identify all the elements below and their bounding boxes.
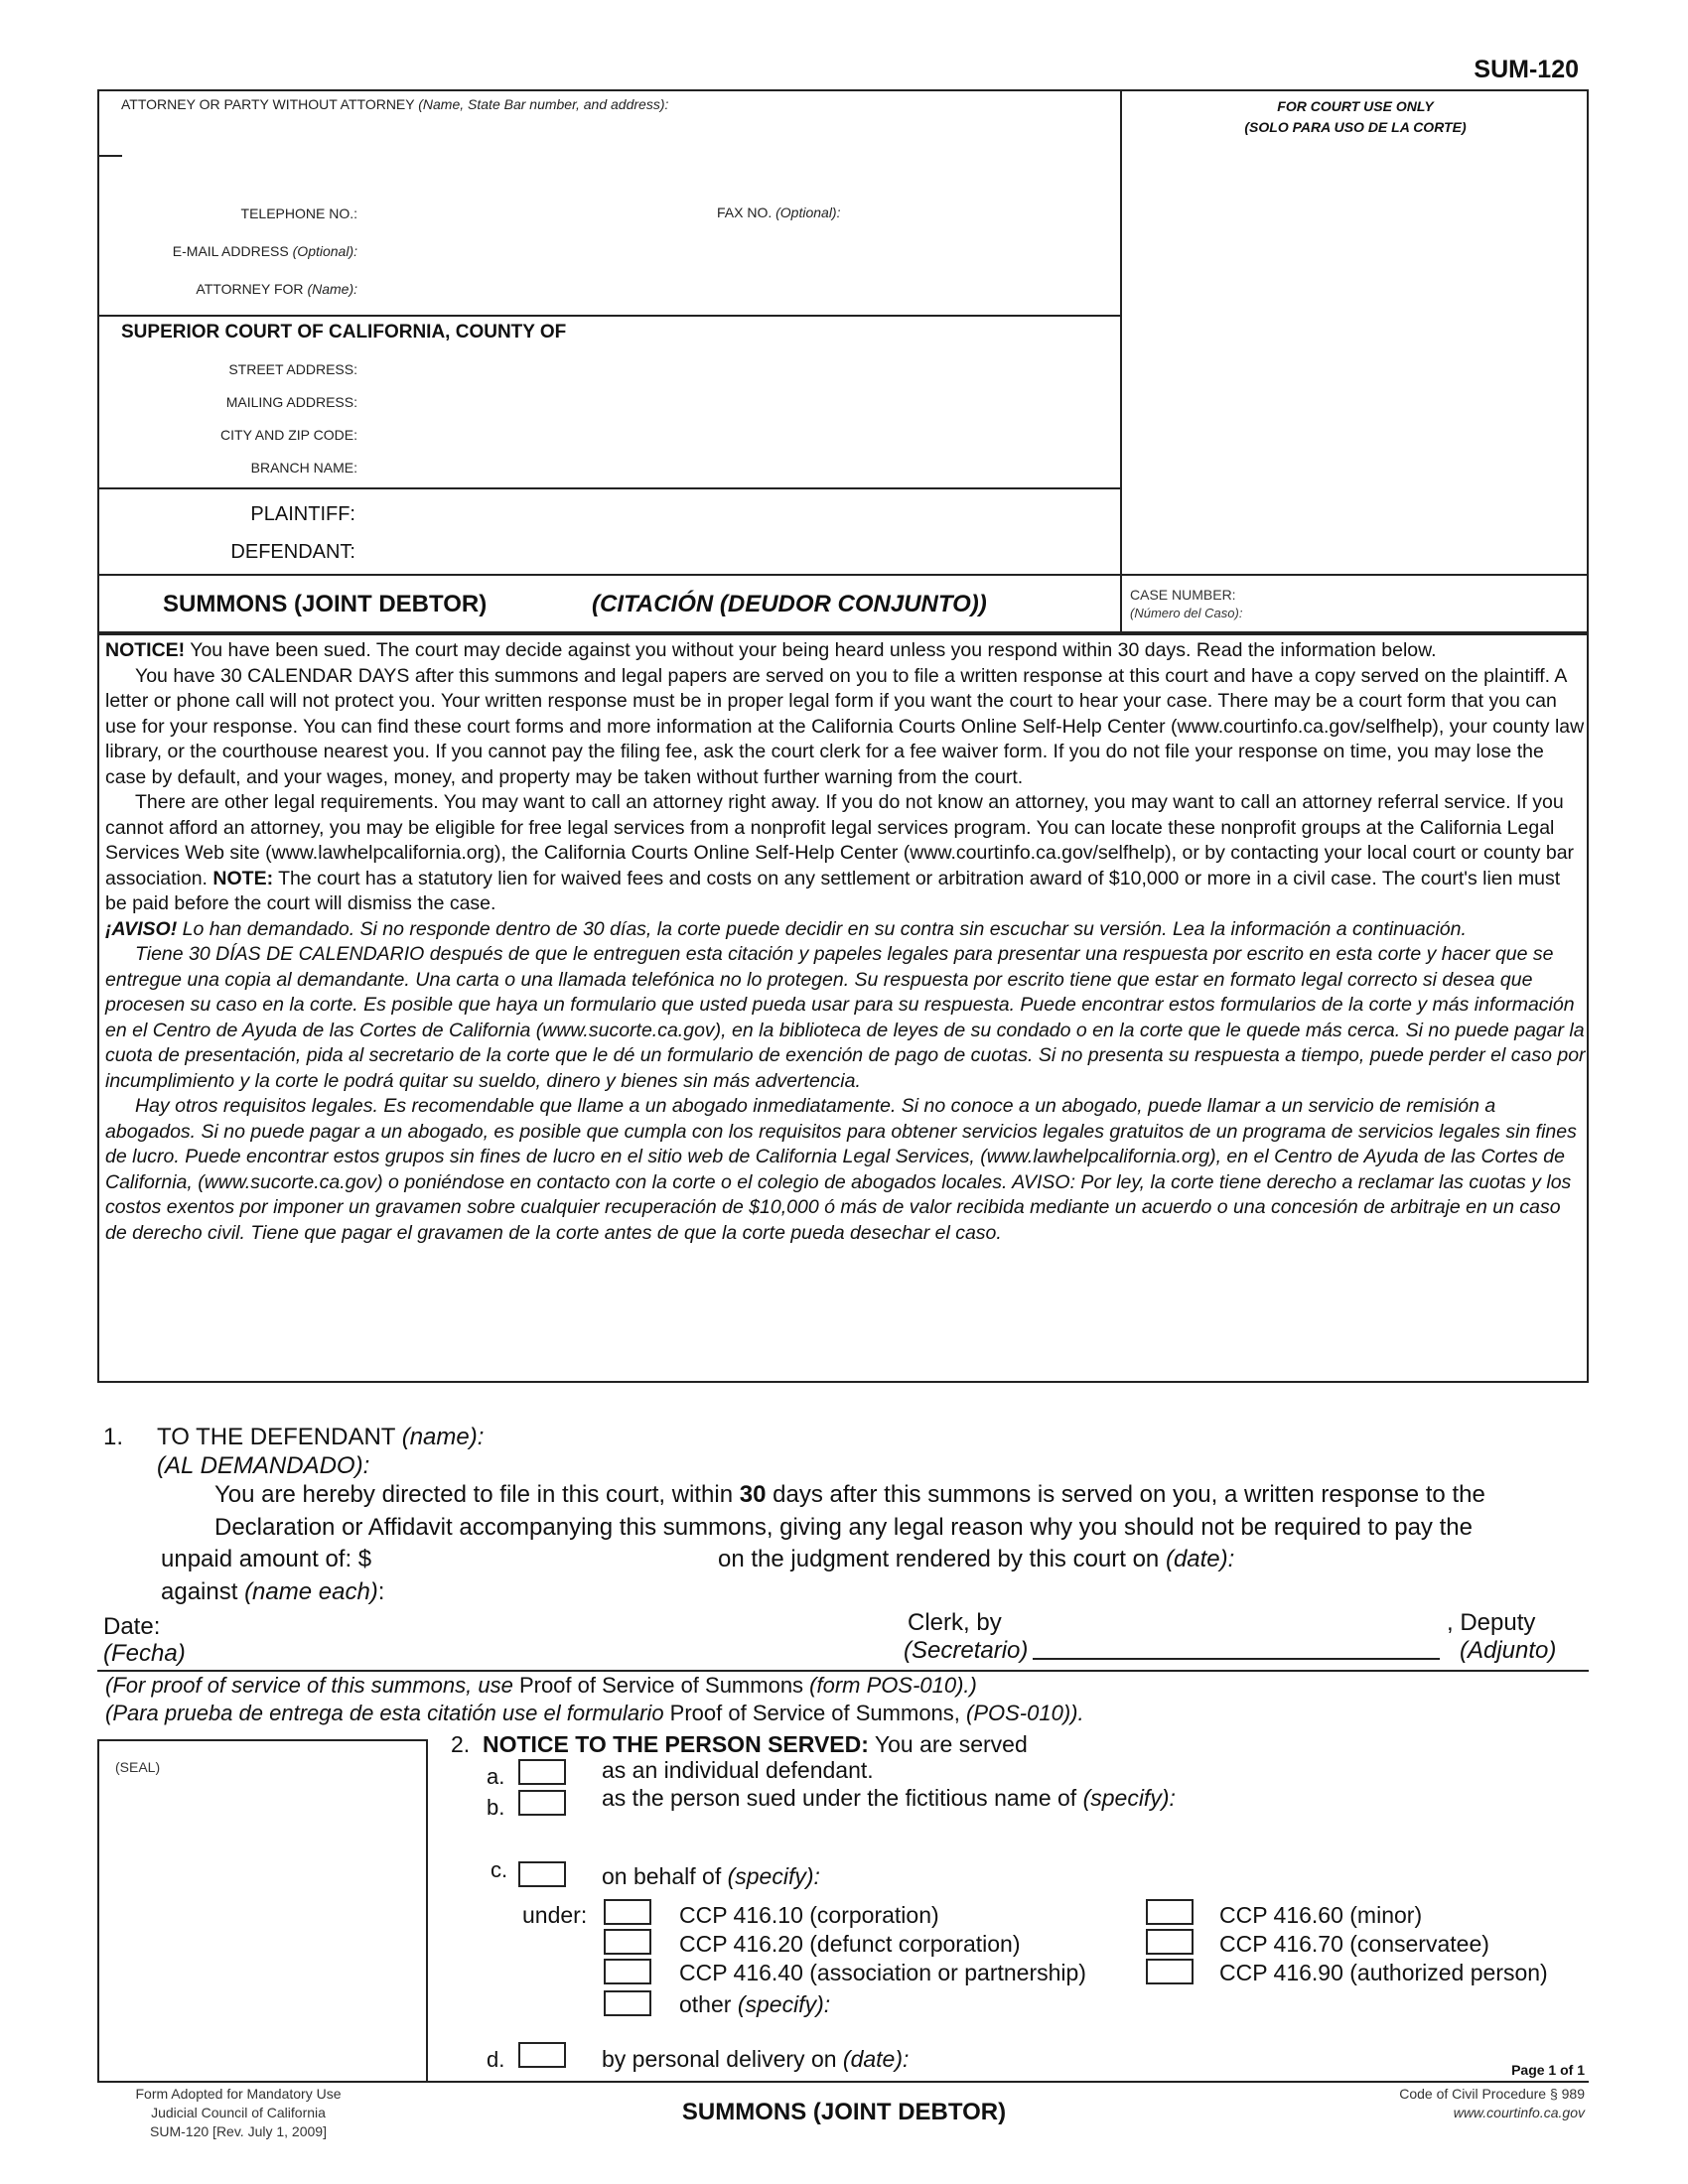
title-en: SUMMONS (JOINT DEBTOR)	[163, 591, 488, 617]
directive-line2: Declaration or Affidavit accompanying this summons, giving any legal reason why you should not be required to pay the	[214, 1514, 1473, 1541]
checkbox-individual[interactable]	[518, 1759, 566, 1785]
al-demandado: (AL DEMANDADO):	[157, 1452, 370, 1479]
branch-name-label: BRANCH NAME:	[250, 460, 357, 476]
divider-attorney	[97, 315, 1121, 317]
form-id: SUM-120	[1474, 56, 1579, 83]
secretario-label: (Secretario)	[904, 1637, 1029, 1664]
checkbox-personal-delivery[interactable]	[518, 2042, 566, 2068]
street-address-label: STREET ADDRESS:	[228, 361, 357, 377]
divider-footer	[97, 2081, 1589, 2083]
item-b-text: as the person sued under the fictitious name of (specify):	[602, 1785, 1176, 1811]
checkbox-other[interactable]	[604, 1990, 651, 2016]
notice-p2: You have 30 CALENDAR DAYS after this summons and legal papers are served on you to file a written response at this court and have a copy served on the plaintiff. A letter or phone call will not protect you. Your written response must be in proper legal form if you want the court to hear your case. There may be a court form that you can use for your response. You can find these court forms and more information at the California Courts Online Self-Help Center (www.courtinfo.ca.gov/selfhelp), your county law library, or the courthouse nearest you. If you cannot pay the filing fee, ask the court clerk for a fee waiver form. If you do not file your response on time, you may lose the case by default, and your wages, money, and property may be taken without further warning from the court.	[105, 664, 1585, 788]
aviso-p3: Hay otros requisitos legales. Es recomendable que llame a un abogado inmediatamente. Si no conoce a un abogado, puede llamar a un servicio de remisión a abogados. Si no puede pagar a un abogado, es posible que cumpla con los requisitos para obtener servicios legales gratuitos de un programa de servicios legales sin fines de lucro. Puede encontrar estos grupos sin fines de lucro en el sitio web de California Legal Services, (www.lawhelpcalifornia.org), en el Centro de Ayuda de las Cortes de California, (www.sucorte.ca.gov) o poniéndose en contacto con la corte o el colegio de abogados locales. AVISO: Por ley, la corte tiene derecho a reclamar las cuotas y los costos exentos por imponer un gravamen sobre cualquier recuperación de $10,000 ó más de valor recibida mediante un acuerdo o una concesión de arbitraje en un caso de derecho civil. Tiene que pagar el gravamen de la corte antes de que la corte pueda desechar el caso.	[105, 1095, 1577, 1244]
email-label: E-MAIL ADDRESS (Optional):	[172, 243, 357, 259]
attorney-dash	[98, 155, 122, 157]
other-label: other (specify):	[679, 1991, 831, 2017]
divider-court	[97, 487, 1121, 489]
item-c-label: c.	[491, 1857, 508, 1882]
aviso-p2: Tiene 30 DÍAS DE CALENDARIO después de que le entreguen esta citación y papeles legales para presentar una respuesta por escrito en esta corte y hacer que se entregue una copia al demandante. Una carta o una llamada telefónica no lo protegen. Su respuesta por escrito tiene que estar en formato legal correcto si desea que procesen su caso en la corte. Es posible que haya un formulario que usted pueda usar para su respuesta. Puede encontrar estos formularios de la corte y más información en el Centro de Ayuda de las Cortes de California (www.sucorte.ca.gov), en la biblioteca de leyes de su condado o en la corte que le quede más cerca. Si no puede pagar la cuota de presentación, pida al secretario de la corte que le dé un formulario de exención de pago de cuotas. Si no presenta su respuesta a tiempo, puede perder el caso por incumplimiento y la corte le podrá quitar su sueldo, dinero y bienes sin más advertencia.	[105, 943, 1586, 1092]
aviso-p1: ¡AVISO! Lo han demandado. Si no responde dentro de 30 días, la corte puede decidir en su contra sin escuchar su versión. Lea la información a continuación.	[105, 917, 1467, 940]
to-defendant: TO THE DEFENDANT (name):	[157, 1424, 485, 1450]
item-d-text: by personal delivery on (date):	[602, 2046, 910, 2072]
ccp-416-90-label: CCP 416.90 (authorized person)	[1219, 1960, 1548, 1985]
court-use-only: FOR COURT USE ONLY	[1277, 98, 1434, 114]
seal-box	[97, 1739, 428, 2083]
page-number: Page 1 of 1	[1511, 2062, 1585, 2078]
date-label: Date:	[103, 1613, 161, 1640]
case-number-label-es: (Número del Caso):	[1130, 606, 1243, 620]
clerk-by: Clerk, by	[908, 1609, 1002, 1636]
notice-p3: There are other legal requirements. You may want to call an attorney right away. If you do not know an attorney, you may want to call an attorney referral service. If you cannot afford an attorney, you may be eligible for free legal services from a nonprofit legal services program. You can locate these nonprofit groups at the California Legal Services Web site (www.lawhelpcalifornia.org), the California Courts Online Self-Help Center (www.courtinfo.ca.gov/selfhelp), or by contacting your local court or county bar association. NOTE: The court has a statutory lien for waived fees and costs on any settlement or arbitration award of $10,000 or more in a civil case. The court's lien must be paid before the court will dismiss the case.	[105, 791, 1575, 914]
court-use-only-es: (SOLO PARA USO DE LA CORTE)	[1244, 119, 1467, 135]
ccp-416-10-label: CCP 416.10 (corporation)	[679, 1902, 939, 1928]
court-title: SUPERIOR COURT OF CALIFORNIA, COUNTY OF	[121, 322, 567, 342]
checkbox-ccp-416-40[interactable]	[604, 1959, 651, 1984]
city-zip-label: CITY AND ZIP CODE:	[220, 427, 357, 443]
attorney-label: ATTORNEY OR PARTY WITHOUT ATTORNEY (Name, State Bar number, and address):	[121, 96, 669, 112]
footer-left-1: Form Adopted for Mandatory Use	[135, 2086, 342, 2102]
unpaid-amount: unpaid amount of: $	[161, 1546, 372, 1572]
ccp-416-20-label: CCP 416.20 (defunct corporation)	[679, 1931, 1021, 1957]
checkbox-fictitious-name[interactable]	[518, 1790, 566, 1816]
seal-label: (SEAL)	[115, 1759, 161, 1775]
item-d-label: d.	[487, 2047, 505, 2072]
mailing-address-label: MAILING ADDRESS:	[225, 394, 357, 410]
footer-right-2: www.courtinfo.ca.gov	[1453, 2105, 1585, 2120]
checkbox-ccp-416-20[interactable]	[604, 1929, 651, 1955]
proof-en: (For proof of service of this summons, use Proof of Service of Summons (form POS-010).)	[105, 1673, 977, 1698]
deputy-label: , Deputy	[1447, 1609, 1536, 1636]
adjunto-label: (Adjunto)	[1460, 1637, 1557, 1664]
item-b-label: b.	[487, 1795, 505, 1820]
fax-label: FAX NO. (Optional):	[717, 205, 841, 220]
telephone-label: TELEPHONE NO.:	[240, 205, 357, 221]
checkbox-ccp-416-10[interactable]	[604, 1899, 651, 1925]
checkbox-on-behalf[interactable]	[518, 1861, 566, 1887]
footer-left-3: SUM-120 [Rev. July 1, 2009]	[150, 2123, 327, 2139]
ccp-416-70-label: CCP 416.70 (conservatee)	[1219, 1931, 1489, 1957]
checkbox-ccp-416-60[interactable]	[1146, 1899, 1194, 1925]
footer-left-2: Judicial Council of California	[151, 2105, 326, 2120]
item-a-label: a.	[487, 1764, 505, 1789]
court-use-divider	[1120, 89, 1122, 633]
ccp-416-40-label: CCP 416.40 (association or partnership)	[679, 1960, 1086, 1985]
footer-right-1: Code of Civil Procedure § 989	[1399, 2086, 1585, 2102]
against-names: against (name each):	[161, 1578, 385, 1605]
plaintiff-label: PLAINTIFF:	[250, 503, 355, 525]
judgment-date: on the judgment rendered by this court on (date):	[718, 1546, 1235, 1572]
directive-line1: You are hereby directed to file in this court, within 30 days after this summons is served on you, a written response to the	[214, 1481, 1485, 1508]
checkbox-ccp-416-70[interactable]	[1146, 1929, 1194, 1955]
ccp-416-60-label: CCP 416.60 (minor)	[1219, 1902, 1423, 1928]
defendant-label: DEFENDANT:	[230, 541, 355, 563]
checkbox-ccp-416-90[interactable]	[1146, 1959, 1194, 1984]
item-a-text: as an individual defendant.	[602, 1757, 874, 1783]
notice-person-served: 2. NOTICE TO THE PERSON SERVED: You are served	[451, 1731, 1028, 1757]
notice-text	[105, 638, 1587, 1246]
notice-p1: NOTICE! You have been sued. The court may decide against you without your being heard unless you respond within 30 days. Read the information below.	[105, 639, 1437, 661]
proof-es: (Para prueba de entrega de esta citatión use el formulario Proof of Service of Summons, (POS-010)).	[105, 1701, 1084, 1725]
section1-number: 1.	[103, 1424, 124, 1450]
case-number-label: CASE NUMBER:	[1130, 587, 1236, 603]
under-label: under:	[522, 1902, 588, 1928]
clerk-signature-line	[1033, 1658, 1440, 1660]
item-c-text: on behalf of (specify):	[602, 1863, 820, 1889]
footer-title: SUMMONS (JOINT DEBTOR)	[681, 2099, 1007, 2125]
title-es: (CITACIÓN (DEUDOR CONJUNTO))	[592, 591, 987, 617]
divider-title	[97, 574, 1589, 576]
divider-signature	[97, 1670, 1589, 1672]
fecha-label: (Fecha)	[103, 1640, 186, 1667]
attorney-for-label: ATTORNEY FOR (Name):	[196, 281, 357, 297]
